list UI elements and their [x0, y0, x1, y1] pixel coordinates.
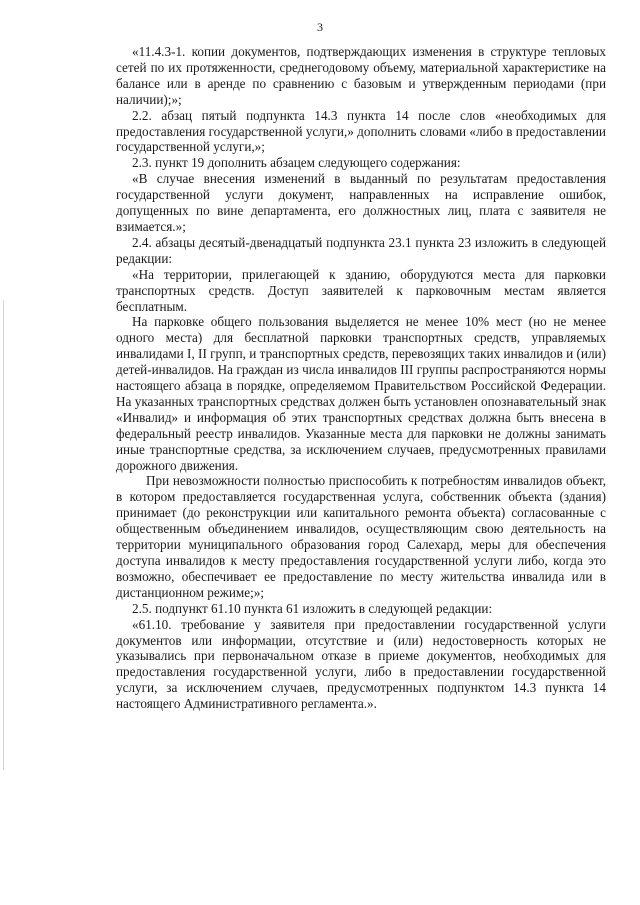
page-number: 3: [317, 20, 323, 34]
paragraph-amendment-2-2: 2.2. абзац пятый подпункта 14.3 пункта 14 после слов «необходимых для предоставления государственной услуги,» дополнить словами «либо в предоставлении государственной услуги,»;: [116, 107, 606, 155]
paragraph-clause-11-4-3-1: «11.4.3-1. копии документов, подтверждающих изменения в структуре тепловых сетей по их протяженности, среднегодовому объему, материальной характеристике на балансе или в аренде по сравнению с базовым и утвержденным периодами (при наличии);»;: [116, 44, 606, 107]
paragraph-fee-exemption: «В случае внесения изменений в выданный по результатам предоставления государственной услуги документ, направленных на исправление ошибок, допущенных по вине департамента, его должностных лиц, плата с заявителя не взимается.»;: [116, 171, 606, 234]
paragraph-clause-61-10: «61.10. требование у заявителя при предоставлении государственной услуги документов или информации, отсутствие и (или) недостоверность которых не указывались при первоначальном отказе в приеме документов, необходимых для предоставления государственной услуги, либо в предоставлении государственной услуги, за исключением случаев, предусмотренных подпунктом 14.3 пункта 14 настоящего Административного регламента.».: [116, 616, 606, 712]
document-body: [116, 44, 606, 712]
paragraph-parking-disabled: На парковке общего пользования выделяется не менее 10% мест (но не менее одного места) для бесплатной парковки транспортных средств, управляемых инвалидами I, II групп, и транспортных средств, перевозящих таких инвалидов и (или) детей-инвалидов. На граждан из числа инвалидов III группы распространяются нормы настоящего абзаца в порядке, определяемом Правительством Российской Федерации. На указанных транспортных средствах должен быть установлен опознавательный знак «Инвалид» и информация об этих транспортных средствах должна быть внесена в федеральный реестр инвалидов. Указанные места для парковки не должны занимать иные транспортные средства, за исключением случаев, предусмотренных правилами дорожного движения.: [116, 314, 606, 473]
paragraph-amendment-2-4: 2.4. абзацы десятый-двенадцатый подпункта 23.1 пункта 23 изложить в следующей редакции:: [116, 234, 606, 266]
paragraph-accessibility: При невозможности полностью приспособить к потребностям инвалидов объект, в котором предоставляется государственная услуга, собственник объекта (здания) принимает (до реконструкции или капитального ремонта объекта) согласованные с общественным объединением инвалидов, осуществляющим свою деятельность на территории муниципального образования город Салехард, меры для обеспечения доступа инвалидов к месту предоставления государственной услуги либо, когда это возможно, обеспечивает ее предоставление по месту жительства инвалида или в дистанционном режиме;»;: [116, 473, 606, 600]
paragraph-parking-territory: «На территории, прилегающей к зданию, оборудуются места для парковки транспортных средств. Доступ заявителей к парковочным местам является бесплатным.: [116, 266, 606, 314]
paragraph-amendment-2-5: 2.5. подпункт 61.10 пункта 61 изложить в следующей редакции:: [132, 600, 493, 616]
scan-margin-line: [3, 300, 4, 770]
paragraph-amendment-2-3: 2.3. пункт 19 дополнить абзацем следующего содержания:: [132, 155, 461, 171]
